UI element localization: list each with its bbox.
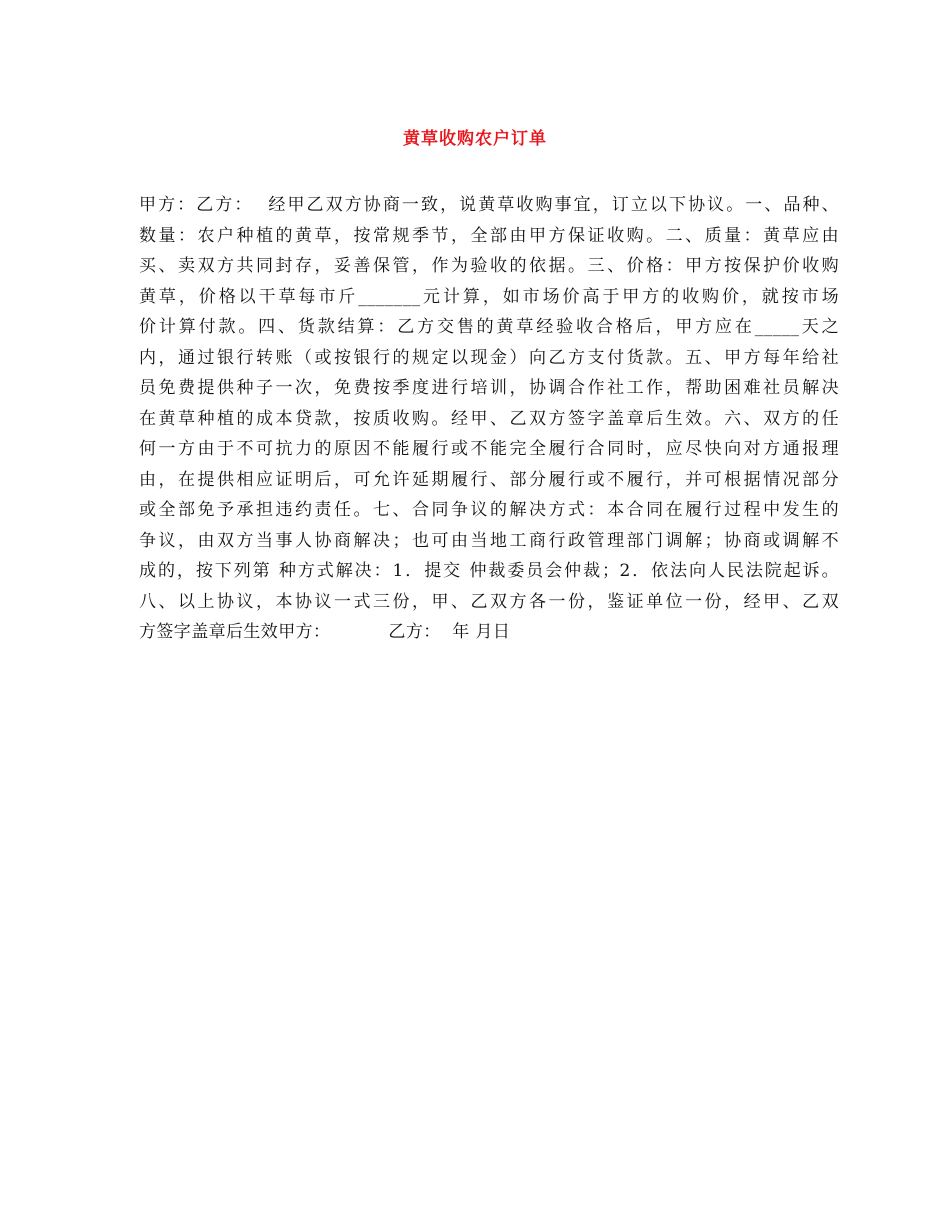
- body-line: 何一方由于不可抗力的原因不能履行或不能完全履行合同时，应尽快向对方通报理: [139, 439, 839, 459]
- body-line: 争议，由双方当事人协商解决；也可由当地工商行政管理部门调解；协商或调解不: [139, 530, 839, 551]
- document-body: [139, 190, 839, 648]
- body-line: 甲方：乙方： 经甲乙双方协商一致，说黄草收购事宜，订立以下协议。一、品种、: [139, 195, 839, 215]
- body-line: 价计算付款。四、货款结算：乙方交售的黄草经验收合格后，甲方应在_____天之: [139, 317, 839, 337]
- body-line: 或全部免予承担违约责任。七、合同争议的解决方式：本合同在履行过程中发生的: [139, 500, 839, 520]
- body-line-signature: 方签字盖章后生效甲方： 乙方： 年 月日: [139, 622, 511, 642]
- body-line: 黄草，价格以干草每市斤_______元计算，如市场价高于甲方的收购价，就按市场: [139, 286, 839, 307]
- body-line: 八、以上协议，本协议一式三份，甲、乙双方各一份，鉴证单位一份，经甲、乙双: [139, 591, 839, 612]
- body-line: 数量：农户种植的黄草，按常规季节，全部由甲方保证收购。二、质量：黄草应由: [139, 225, 839, 246]
- body-line: 内，通过银行转账（或按银行的规定以现金）向乙方支付货款。五、甲方每年给社: [139, 347, 839, 368]
- body-line: 成的，按下列第 种方式解决：1．提交 仲裁委员会仲裁；2．依法向人民法院起诉。: [139, 561, 839, 581]
- body-line: 员免费提供种子一次，免费按季度进行培训，协调合作社工作，帮助困难社员解决: [139, 378, 839, 398]
- body-line: 买、卖双方共同封存，妥善保管，作为验收的依据。三、价格：甲方按保护价收购: [139, 256, 839, 276]
- body-line: 在黄草种植的成本贷款，按质收购。经甲、乙双方签字盖章后生效。六、双方的任: [139, 408, 839, 429]
- body-line: 由，在提供相应证明后，可允许延期履行、部分履行或不履行，并可根据情况部分: [139, 469, 839, 490]
- document-title: 黄草收购农户订单: [403, 129, 547, 149]
